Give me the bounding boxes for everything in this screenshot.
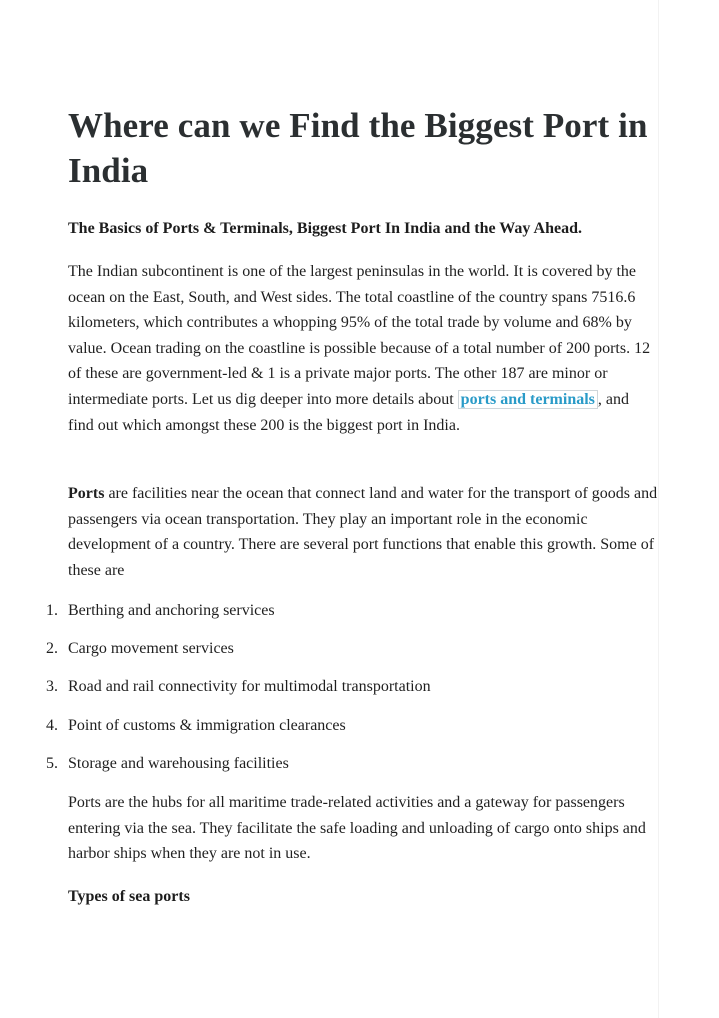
list-item-text: Point of customs & immigration clearances [68,716,346,734]
section-heading-types-of-sea-ports: Types of sea ports [68,888,190,905]
list-item-text: Cargo movement services [68,640,234,658]
list-item-number: 1. [46,602,58,619]
list-item-number: 5. [46,754,58,772]
list-item-number: 2. [46,640,58,658]
ports-definition-text: are facilities near the ocean that connect land and water for the transport of goods and passengers via ocean transportation. They play an important role in the economic development of a country. There are several port functions that enable this growth. Some of these are [68,485,658,579]
ports-bold-term: Ports [68,485,105,502]
list-item [46,753,431,791]
ports-definition-paragraph [68,481,658,583]
list-item [46,715,431,753]
list-item-text: Berthing and anchoring services [68,602,275,619]
list-item [46,676,431,714]
port-functions-list [46,600,431,791]
ports-hubs-paragraph: Ports are the hubs for all maritime trade-related activities and a gateway for passengers entering via the sea. They facilitate the safe loading and unloading of cargo onto ships and harbor ships when they are not in use. [68,794,646,863]
document-page [46,0,658,1018]
ports-and-terminals-link[interactable]: ports and terminals [458,390,598,409]
list-item-number: 3. [46,678,58,696]
page-title: Where can we Find the Biggest Port in India [68,106,648,190]
intro-text-end: , and find out which amongst these 200 is the biggest port in India. [68,390,630,434]
list-item [46,638,431,676]
list-item-text: Road and rail connectivity for multimodal transportation [68,678,431,696]
article-subtitle: The Basics of Ports & Terminals, Biggest Port In India and the Way Ahead. [68,220,582,237]
list-item [46,600,431,638]
intro-paragraph [68,259,658,438]
list-item-number: 4. [46,716,58,734]
list-item-text: Storage and warehousing facilities [68,754,289,772]
intro-text-start: The Indian subcontinent is one of the largest peninsulas in the world. It is covered by the ocean on the East, South, and West sides. The total coastline of the country spans 7516.6 kilometers, which contributes a whopping 95% of the total trade by volume and 68% by value. Ocean trading on the coastline is possible because of a total number of 200 ports. 12 of these are government-led & 1 is a private major ports. The other 187 are minor or intermediate ports. Let us dig deeper into more details about [68,263,651,408]
